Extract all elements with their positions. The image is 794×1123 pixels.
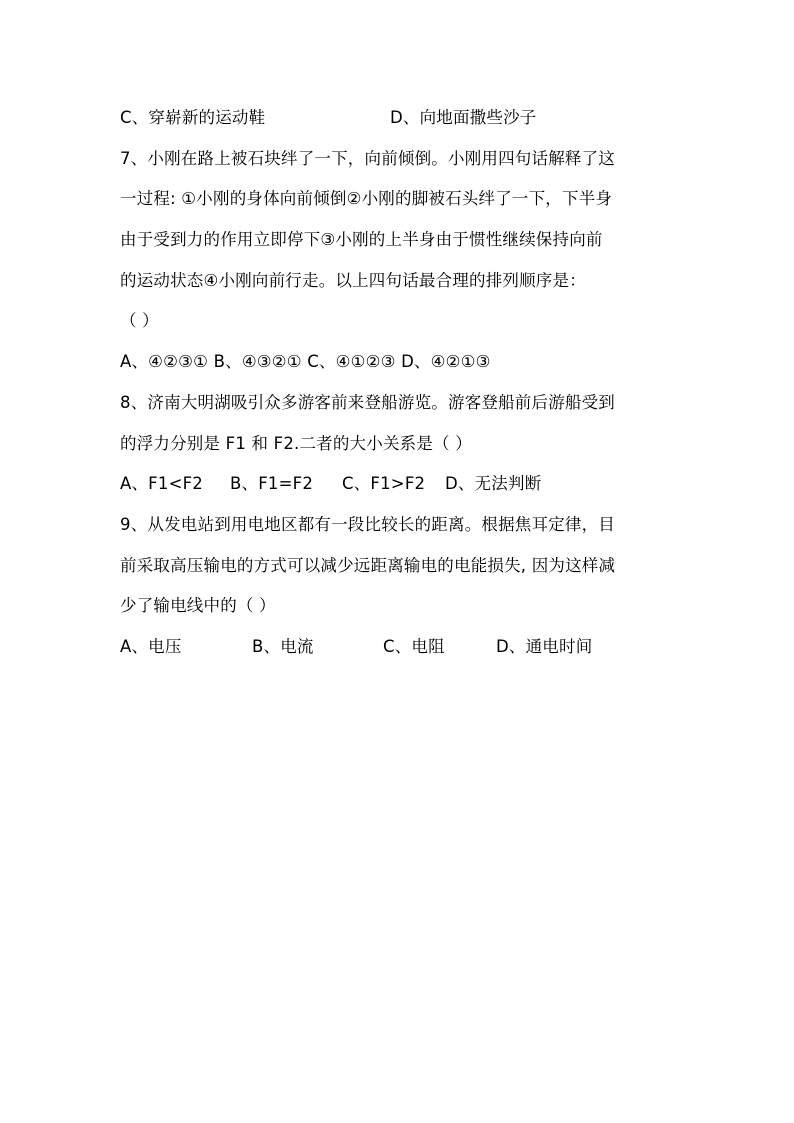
- question-8: [120, 383, 680, 505]
- question-7: [120, 139, 680, 383]
- q9-option-d: D、通电时间: [496, 636, 593, 656]
- q7-line-2: 一过程: ①小刚的身体向前倾倒②小刚的脚被石头绊了一下，下半身: [120, 189, 613, 209]
- q8-option-c: C、F1>F2: [342, 474, 426, 494]
- q7-options: A、④②③① B、④③②① C、④①②③ D、④②①③: [120, 352, 491, 372]
- q8-line-1: 8、济南大明湖吸引众多游客前来登船游览。游客登船前后游船受到: [120, 392, 615, 412]
- q8-option-d: D、无法判断: [445, 474, 542, 494]
- q9-line-1: 9、从发电站到用电地区都有一段比较长的距离。根据焦耳定律，目: [120, 514, 615, 534]
- q7-answer-blank: （ ）: [120, 311, 159, 331]
- q9-option-a: A、电压: [120, 636, 182, 656]
- q9-option-b: B、电流: [252, 636, 314, 656]
- questions-block: [120, 98, 680, 668]
- q7-line-4: 的运动状态④小刚向前行走。以上四句话最合理的排列顺序是：: [120, 270, 586, 290]
- q9-line-3: 少了输电线中的（ ）: [120, 596, 276, 616]
- q7-line-1: 7、小刚在路上被石块绊了一下，向前倾倒。小刚用四句话解释了这: [120, 148, 615, 168]
- question-9: [120, 505, 680, 668]
- q9-options: [120, 627, 680, 668]
- q9-line-2: 前采取高压输电的方式可以减少远距离输电的电能损失, 因为这样减: [120, 555, 616, 575]
- q9-option-c: C、电阻: [383, 636, 445, 656]
- q8-options: [120, 464, 680, 505]
- q6-option-d: D、向地面撒些沙子: [390, 108, 537, 127]
- q7-line-3: 由于受到力的作用立即停下③小刚的上半身由于惯性继续保持向前: [120, 230, 603, 250]
- q6-option-c: C、穿崭新的运动鞋: [120, 108, 266, 127]
- q8-option-a: A、F1<F2: [120, 474, 203, 494]
- q8-line-2: 的浮力分别是 F1 和 F2.二者的大小关系是（ ）: [120, 433, 472, 453]
- q8-option-b: B、F1=F2: [230, 474, 314, 494]
- question-6-options: [120, 98, 680, 139]
